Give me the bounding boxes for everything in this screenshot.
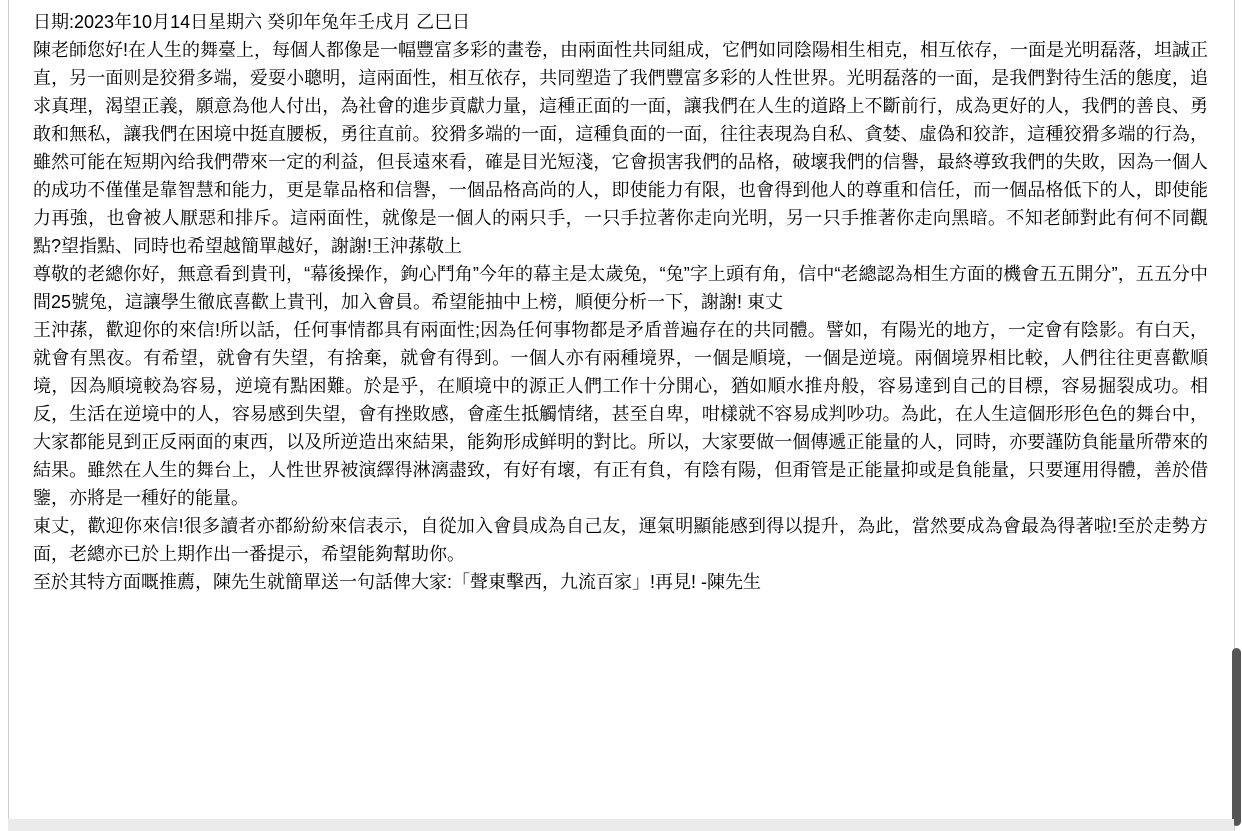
closing-recommendation: 至於其特方面嘅推薦，陳先生就簡單送一句話俾大家:「聲東擊西，九流百家」!再見! -陳先生 (33, 572, 761, 592)
vertical-scrollbar-thumb[interactable] (1232, 648, 1241, 826)
reader-letter-wangchongsun: 陳老師您好!在人生的舞臺上，每個人都像是一幅豐富多彩的畫卷，由兩面性共同組成，它們如同陰陽相生相克，相互依存，一面是光明磊落，坦誠正直，另一面则是狡猾多端，爱耍小聰明，這兩面性，相互依存，共同塑造了我們豐富多彩的人性世界。光明磊落的一面，是我們對待生活的態度，追求真理，渴望正義，願意為他人付出，為社會的進步貢獻力量，這種正面的一面，讓我們在人生的道路上不斷前行，成為更好的人，我們的善良、勇敢和無私，讓我們在困境中挺直腰板，勇往直前。狡猾多端的一面，這種負面的一面，往往表現為自私、貪婪、虛偽和狡詐，這種狡猾多端的行為，雖然可能在短期內给我們帶來一定的利益，但長遠來看，確是目光短淺，它會损害我們的品格，破壞我們的信譽，最終導致我們的失敗，因為一個人的成功不僅僅是靠智慧和能力，更是靠品格和信譽，一個品格高尚的人，即使能力有限，也會得到他人的尊重和信任，而一個品格低下的人，即使能力再強，也會被人厭惡和排斥。這兩面性，就像是一個人的兩只手，一只手拉著你走向光明，另一只手推著你走向黑暗。不知老師對此有何不同觀點?望指點、同時也希望越簡單越好，謝謝!王沖蓀敬上 (33, 40, 1208, 256)
letters-text-area (8, 0, 1235, 831)
reply-to-dongzhang: 東丈，歡迎你來信!很多讀者亦都紛紛來信表示，自從加入會員成為自己友，運氣明顯能感到得以提升，為此，當然要成為會最為得著啦!至於走勢方面，老總亦已於上期作出一番提示，希望能夠幫助你。 (33, 516, 1208, 564)
reply-to-wangchongsun: 王沖蓀，歡迎你的來信!所以話，任何事情都具有兩面性;因為任何事物都是矛盾普遍存在的共同體。譬如，有陽光的地方，一定會有陰影。有白天，就會有黑夜。有希望，就會有失望，有捨棄，就會有得到。一個人亦有兩種境界，一個是順境，一個是逆境。兩個境界相比較，人們往往更喜歡順境，因為順境較為容易，逆境有點困難。於是乎，在順境中的源正人們工作十分開心，猶如順水推舟般，容易達到自己的目標，容易掘裂成功。相反，生活在逆境中的人，容易感到失望，會有挫敗感，會產生抵觸情绪，甚至自卑，咁樣就不容易成判吵功。為此，在人生這個形形色色的舞台中，大家都能見到正反兩面的東西，以及所逆造出來結果，能夠形成鲜明的對比。所以，大家要做一個傳遞正能量的人，同時，亦要謹防負能量所帶來的結果。雖然在人生的舞台上，人性世界被演繹得淋漓盡致，有好有壞，有正有負，有陰有陽，但甭管是正能量抑或是負能量，只要運用得體，善於借鑒，亦將是一種好的能量。 (33, 320, 1208, 508)
date-line: 日期:2023年10月14日星期六 癸卯年兔年壬戌月 乙巳日 (33, 12, 471, 32)
reader-letter-dongzhang: 尊敬的老總你好，無意看到貴刊，“幕後操作，鉤心鬥角”今年的幕主是太歲兔，“兔”字上頭有角，信中“老總認為相生方面的機會五五開分”，五五分中間25號兔，這讓學生徹底喜歡上貴刊，加入會員。希望能抽中上榜，順便分析一下，謝謝! 東丈 (33, 264, 1208, 312)
horizontal-scrollbar-track[interactable] (8, 819, 1234, 831)
